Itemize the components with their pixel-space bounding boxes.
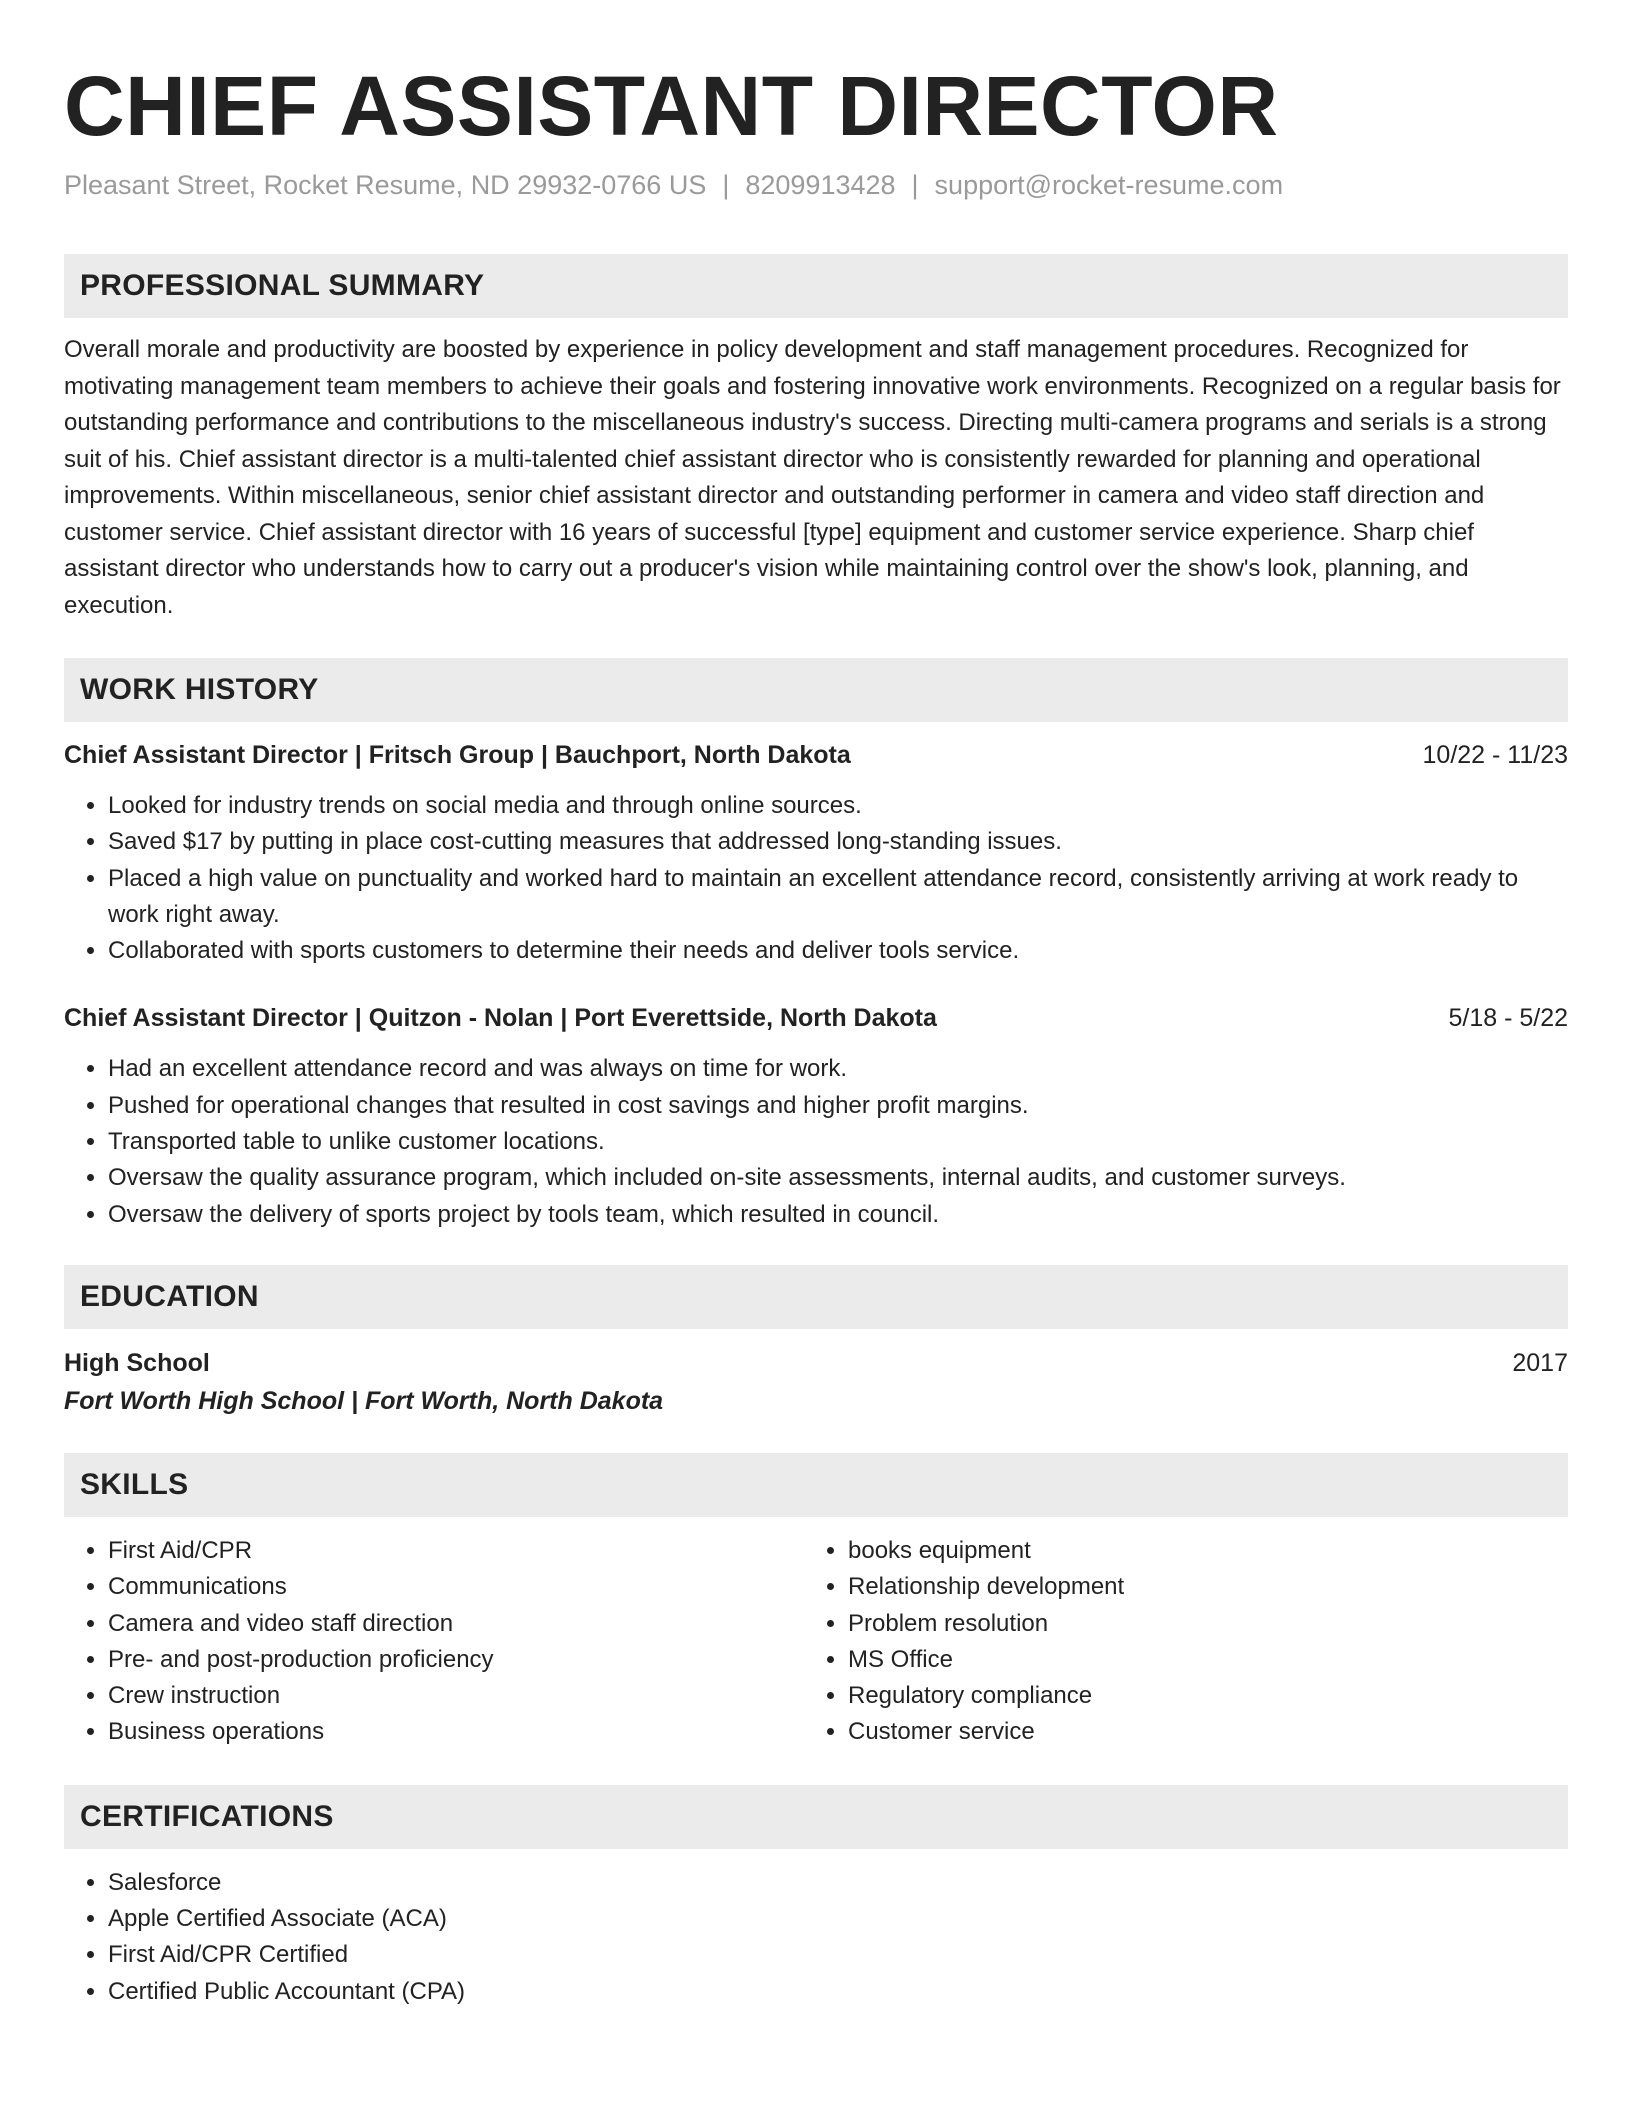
certification-item: • First Aid/CPR Certified [108,1937,1568,1973]
skill-item: • Crew instruction [108,1678,804,1714]
skills-grid [64,1533,1568,1751]
skill-item: • books equipment [848,1533,1544,1569]
list-item: • Placed a high value on punctuality and worked hard to maintain an excellent attendance record, consistently arriving at work ready to work right away. [108,861,1568,934]
skill-item: • MS Office [848,1642,1544,1678]
job-header [64,738,1568,772]
job-dates: 10/22 - 11/23 [1422,741,1568,769]
certifications-list [64,1865,1568,2010]
skills-list-right [804,1533,1544,1751]
skill-item: • Pre- and post-production proficiency [108,1642,804,1678]
skill-item: • Business operations [108,1714,804,1750]
section-heading-skills: SKILLS [64,1453,1568,1517]
education-school: Fort Worth High School | Fort Worth, North Dakota [64,1386,664,1415]
job-bullet-list [64,1051,1568,1232]
contact-email: support@rocket-resume.com [934,170,1284,200]
list-item: • Collaborated with sports customers to determine their needs and deliver tools service. [108,933,1568,969]
list-item: • Saved $17 by putting in place cost-cutting measures that addressed long-standing issues. [108,824,1568,860]
section-heading-summary: PROFESSIONAL SUMMARY [64,254,1568,318]
contact-address: Pleasant Street, Rocket Resume, ND 29932-0766 US [64,170,707,200]
contact-line [64,168,1568,202]
skill-item: • Problem resolution [848,1606,1544,1642]
certification-item: • Salesforce [108,1865,1568,1901]
skill-item: • Communications [108,1569,804,1605]
education-header [64,1345,1568,1381]
list-item: • Oversaw the quality assurance program, which included on-site assessments, internal audits, and customer surveys. [108,1160,1568,1196]
skill-item: • First Aid/CPR [108,1533,804,1569]
education-degree: High School [64,1348,210,1377]
section-heading-education: EDUCATION [64,1265,1568,1329]
certification-item: • Apple Certified Associate (ACA) [108,1901,1568,1937]
summary-text: Overall morale and productivity are boosted by experience in policy development and staff management procedures. Recognized for motivating management team members to achieve their goals and fostering innovative work environments. Recognized on a regular basis for outstanding performance and contributions to the miscellaneous industry's success. Directing multi-camera programs and serials is a strong suit of his. Chief assistant director is a multi-talented chief assistant director who is consistently rewarded for planning and operational improvements. Within miscellaneous, senior chief assistant director and outstanding performer in camera and video staff direction and customer service. Chief assistant director with 16 years of successful [type] equipment and customer service experience. Sharp chief assistant director who understands how to carry out a producer's vision while maintaining control over the show's look, planning, and execution. [64,336,1561,619]
skill-item: • Regulatory compliance [848,1678,1544,1714]
skills-list-left [64,1533,804,1751]
certification-item: • Certified Public Accountant (CPA) [108,1974,1568,2010]
job-bullet-list [64,788,1568,969]
list-item: • Pushed for operational changes that resulted in cost savings and higher profit margins. [108,1088,1568,1124]
education-year: 2017 [1512,1348,1568,1377]
candidate-name: CHIEF ASSISTANT DIRECTOR [64,59,1279,153]
list-item: • Looked for industry trends on social media and through online sources. [108,788,1568,824]
skill-item: • Camera and video staff direction [108,1606,804,1642]
list-item: • Oversaw the delivery of sports project by tools team, which resulted in council. [108,1197,1568,1233]
section-heading-certifications: CERTIFICATIONS [64,1785,1568,1849]
contact-separator: | [722,170,730,200]
section-heading-work-history: WORK HISTORY [64,658,1568,722]
contact-phone: 8209913428 [745,170,896,200]
job-title: Chief Assistant Director | Quitzon - Nolan | Port Everettside, North Dakota [64,1004,937,1033]
list-item: • Had an excellent attendance record and was always on time for work. [108,1051,1568,1087]
skill-item: • Relationship development [848,1569,1544,1605]
job-dates: 5/18 - 5/22 [1448,1004,1568,1033]
contact-separator: | [911,170,919,200]
job-header [64,1001,1568,1035]
list-item: • Transported table to unlike customer locations. [108,1124,1568,1160]
skill-item: • Customer service [848,1714,1544,1750]
job-title: Chief Assistant Director | Fritsch Group | Bauchport, North Dakota [64,741,851,769]
